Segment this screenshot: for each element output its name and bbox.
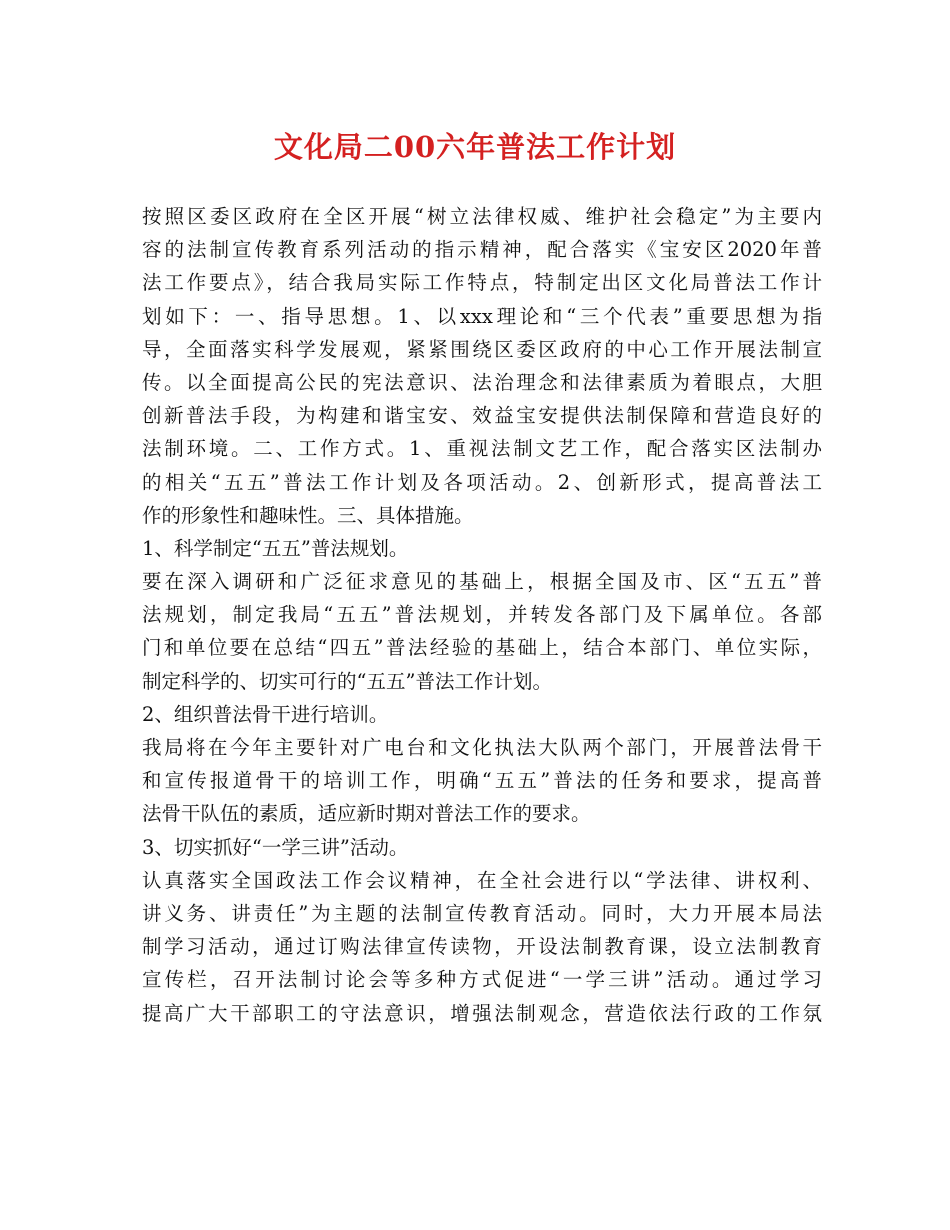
body-line: 制学习活动，通过订购法律宣传读物，开设法制教育课，设立法制教育 (142, 935, 822, 959)
body-line: 的相关“五五”普法工作计划及各项活动。2、创新形式，提高普法工 (142, 470, 822, 494)
body-line: 按照区委区政府在全区开展“树立法律权威、维护社会稳定”为主要内 (142, 205, 822, 228)
body-line: 2、组织普法骨干进行培训。 (142, 702, 389, 726)
body-line: 和宣传报道骨干的培训工作，明确“五五”普法的任务和要求，提高普 (142, 769, 822, 793)
body-line: 我局将在今年主要针对广电台和文化执法大队两个部门，开展普法骨干 (142, 736, 822, 759)
body-line: 要在深入调研和广泛征求意见的基础上，根据全国及市、区“五五”普 (142, 570, 822, 594)
body-line: 3、切实抓好“一学三讲”活动。 (142, 835, 409, 859)
document-body (142, 200, 822, 1030)
body-line: 认真落实全国政法工作会议精神，在全社会进行以“学法律、讲权利、 (142, 868, 822, 892)
body-line: 制定科学的、切实可行的“五五”普法工作计划。 (142, 669, 552, 693)
body-line: 门和单位要在总结“四五”普法经验的基础上，结合本部门、单位实际， (142, 636, 822, 660)
body-line: 划如下：一、指导思想。1、以xxx理论和“三个代表”重要思想为指 (142, 304, 822, 328)
body-line: 导，全面落实科学发展观，紧紧围绕区委区政府的中心工作开展法制宣 (142, 337, 822, 361)
body-line: 法骨干队伍的素质，适应新时期对普法工作的要求。 (142, 802, 591, 826)
body-line: 法规划，制定我局“五五”普法规划，并转发各部门及下属单位。各部 (142, 603, 822, 627)
body-line: 传。以全面提高公民的宪法意识、法治理念和法律素质为着眼点，大胆 (142, 370, 822, 394)
body-line: 作的形象性和趣味性。三、具体措施。 (142, 503, 474, 527)
body-line: 宣传栏，召开法制讨论会等多种方式促进“一学三讲”活动。通过学习 (142, 968, 822, 992)
body-line: 容的法制宣传教育系列活动的指示精神，配合落实《宝安区2020年普 (142, 238, 822, 262)
body-line: 1、科学制定“五五”普法规划。 (142, 536, 409, 560)
body-line: 创新普法手段，为构建和谐宝安、效益宝安提供法制保障和营造良好的 (142, 404, 822, 428)
body-line: 讲义务、讲责任”为主题的法制宣传教育活动。同时，大力开展本局法 (142, 901, 822, 925)
body-line: 法制环境。二、工作方式。1、重视法制文艺工作，配合落实区法制办 (142, 437, 822, 461)
body-line: 提高广大干部职工的守法意识，增强法制观念，营造依法行政的工作氛 (142, 1001, 822, 1025)
document-title: 文化局二00六年普法工作计划 (273, 130, 677, 164)
body-line: 法工作要点》，结合我局实际工作特点，特制定出区文化局普法工作计 (142, 271, 822, 295)
